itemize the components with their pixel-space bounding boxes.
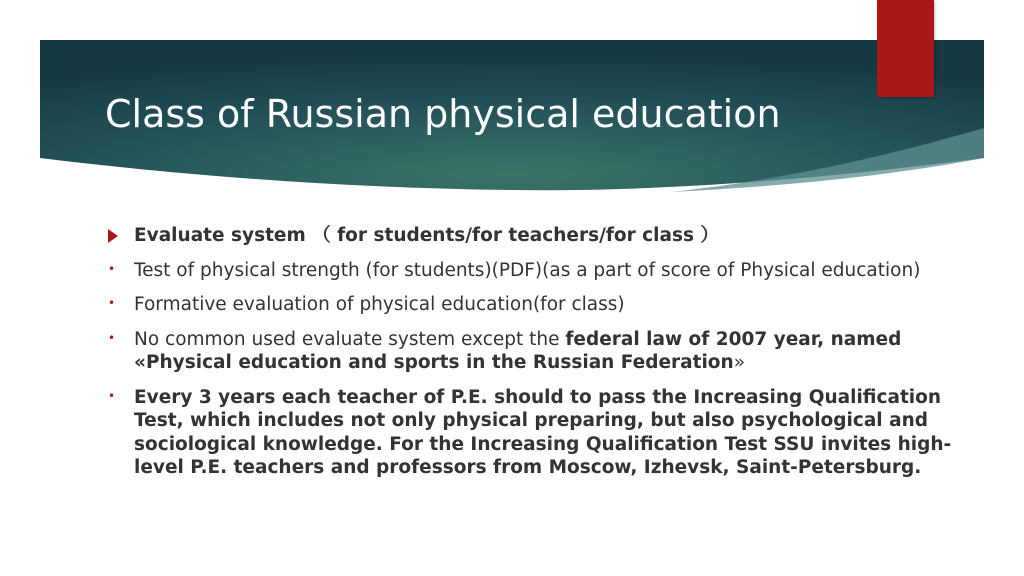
red-accent-bar bbox=[877, 0, 934, 97]
dot-icon: • bbox=[108, 261, 116, 276]
bullet-text: Test of physical strength (for students)(PDF)(as a part of score of Physical education) bbox=[134, 259, 921, 281]
bullet-text-bold: federal law of 2007 year, named «Physical education and sports in the Russian Federation bbox=[134, 328, 902, 373]
bullet-text: Formative evaluation of physical education(for class) bbox=[134, 294, 625, 315]
bullet-text: Evaluate system （ for students/for teachers/for class ） bbox=[134, 225, 719, 246]
dot-icon: • bbox=[108, 330, 116, 345]
bullet-list bbox=[108, 224, 968, 491]
bullet-text-tail: » bbox=[733, 352, 746, 373]
bullet-item bbox=[108, 386, 968, 480]
bullet-text: No common used evaluate system except the bbox=[134, 328, 566, 350]
bullet-item bbox=[108, 259, 968, 283]
bullet-item bbox=[108, 328, 968, 375]
bullet-text: Every 3 years each teacher of P.E. should to pass the Increasing Qualification Test, which includes not only physical preparing, but also psychological and sociological knowledge. For the Increasing Qualification Test SSU invites high-level P.E. teachers and professors from Moscow, Izhevsk, Saint-Petersburg. bbox=[134, 386, 952, 478]
bullet-item bbox=[108, 293, 968, 317]
dot-icon: • bbox=[108, 296, 116, 310]
slide-title: Class of Russian physical education bbox=[105, 92, 781, 136]
bullet-item bbox=[108, 224, 968, 248]
triangle-arrow-icon bbox=[108, 229, 118, 243]
dot-icon: • bbox=[108, 388, 116, 403]
